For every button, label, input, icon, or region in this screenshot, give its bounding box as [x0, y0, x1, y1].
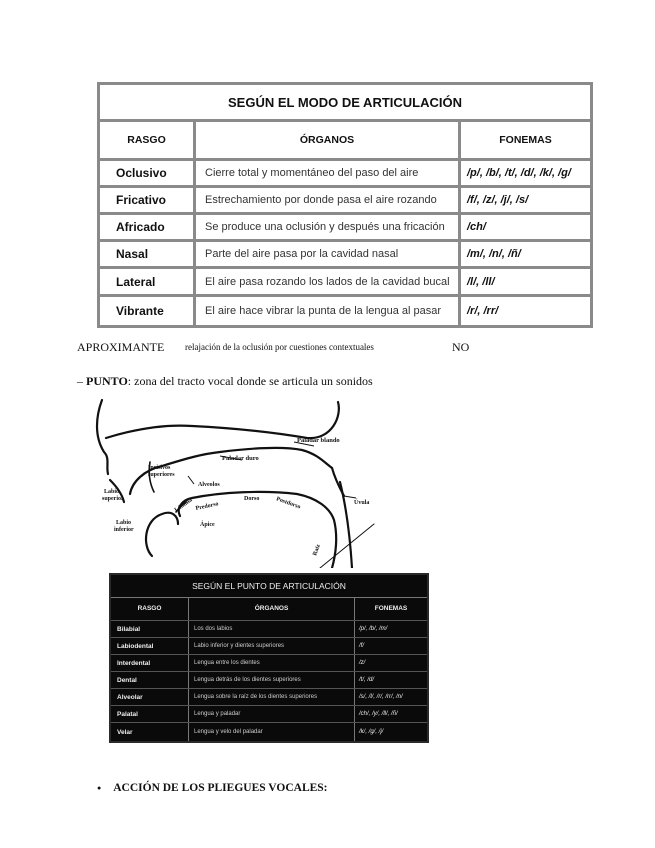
table-row: [100, 161, 590, 188]
bullet-text: ACCIÓN DE LOS PLIEGUES VOCALES:: [113, 782, 328, 794]
bullet-item: [97, 782, 328, 794]
label-labio-superior-2: superior: [102, 496, 124, 502]
table-row: [111, 621, 427, 638]
label-superiores: superiores: [148, 472, 175, 478]
table-row: [100, 269, 590, 297]
label-apice: Ápice: [200, 522, 215, 528]
table-row: [100, 297, 590, 325]
aproximante-label: APROXIMANTE: [77, 340, 165, 354]
label-labio-inferior-1: Labio: [116, 520, 132, 526]
rasgo-cell: Fricativo: [100, 188, 196, 212]
label-dorso: Dorso: [244, 496, 260, 502]
rasgo-cell: Velar: [111, 723, 189, 741]
label-postdorso: Postdorso: [275, 496, 302, 511]
table-row: [111, 689, 427, 706]
aproximante-description: relajación de la oclusión por cuestiones contextuales: [185, 342, 374, 352]
table-row: [100, 242, 590, 269]
organos-cell: Parte del aire pasa por la cavidad nasal: [196, 242, 461, 266]
table-row: [111, 723, 427, 741]
label-alveolos: Alveolos: [198, 482, 220, 488]
modo-table-header-row: [100, 122, 590, 161]
organos-cell: Se produce una oclusión y después una fricación: [196, 215, 461, 239]
table-row: [111, 672, 427, 689]
palate-outline: [106, 402, 339, 438]
header-rasgo: RASGO: [100, 122, 196, 158]
rasgo-cell: Lateral: [100, 269, 196, 294]
tongue: [179, 492, 336, 568]
lower-lip: [146, 513, 178, 556]
fonemas-cell: /r/, /rr/: [467, 305, 499, 317]
label-incisivos: Incisivos: [148, 465, 171, 471]
fonemas-cell: /k/, /g/, /j/: [359, 729, 384, 735]
punto-table-title: SEGÚN EL PUNTO DE ARTICULACIÓN: [111, 575, 427, 598]
fonemas-cell: /ch/, /y/, /ll/, /ñ/: [359, 711, 398, 717]
table-row: [100, 215, 590, 242]
punto-line: [77, 374, 373, 389]
table-row: [111, 706, 427, 723]
punto-label: PUNTO: [86, 374, 128, 388]
organos-cell: Lengua y velo del paladar: [189, 723, 355, 741]
fonemas-cell: /f/, /z/, /j/, /s/: [467, 194, 529, 206]
pharynx-wall: [340, 482, 352, 568]
header-organos: ÓRGANOS: [196, 122, 461, 158]
label-paladar-duro: Paladar duro: [222, 455, 259, 462]
punto-dash: –: [77, 374, 83, 388]
fonemas-cell: /p/, /b/, /t/, /d/, /k/, /g/: [467, 167, 571, 179]
organos-cell: Labio inferior y dientes superiores: [189, 638, 355, 654]
punto-articulacion-table: [109, 573, 429, 743]
organos-cell: Los dos labios: [189, 621, 355, 637]
table-row: [111, 655, 427, 672]
pointer-uvula: [344, 496, 356, 498]
fonemas-cell: /t/, /d/: [359, 677, 375, 683]
fonemas-cell: /ch/: [467, 221, 486, 233]
rasgo-cell: Labiodental: [111, 638, 189, 654]
organos-cell: Lengua entre los dientes: [189, 655, 355, 671]
fonemas-cell: /m/, /n/, /ñ/: [467, 248, 521, 260]
rasgo-cell: Oclusivo: [100, 161, 196, 185]
organos-cell: Lengua y paladar: [189, 706, 355, 722]
label-lamina: Lámina: [173, 497, 194, 514]
organos-cell: El aire hace vibrar la punta de la lengua al pasar: [196, 297, 461, 325]
organos-cell: El aire pasa rozando los lados de la cavidad bucal: [196, 269, 461, 294]
punto-text: : zona del tracto vocal donde se articula un sonidos: [127, 374, 373, 388]
fonemas-cell: /z/: [359, 660, 366, 666]
uvula: [332, 468, 344, 496]
vocal-tract-diagram: [92, 396, 382, 568]
label-labio-inferior-2: inferior: [114, 527, 134, 533]
label-raiz: Raíz: [312, 543, 322, 557]
rasgo-cell: Palatal: [111, 706, 189, 722]
organos-cell: Cierre total y momentáneo del paso del aire: [196, 161, 461, 185]
rasgo-cell: Dental: [111, 672, 189, 688]
fonemas-cell: /l/, /ll/: [467, 275, 495, 288]
epiglottis-line: [320, 524, 374, 568]
organos-cell: Lengua detrás de los dientes superiores: [189, 672, 355, 688]
table-row: [111, 638, 427, 655]
fonemas-cell: /p/, /b/, /m/: [359, 626, 388, 632]
label-uvula: Úvula: [354, 500, 370, 506]
pointer-alveolos: [188, 476, 194, 484]
fonemas-cell: /f/: [359, 643, 365, 649]
header-rasgo: RASGO: [111, 597, 189, 620]
modo-articulacion-table: [97, 82, 593, 328]
rasgo-cell: Nasal: [100, 242, 196, 266]
label-labio-superior-1: Labio: [104, 489, 120, 495]
rasgo-cell: Interdental: [111, 655, 189, 671]
punto-table-header-row: [111, 597, 427, 621]
table-row: [100, 188, 590, 215]
modo-table-title: SEGÚN EL MODO DE ARTICULACIÓN: [100, 85, 590, 122]
bullet-marker: ●: [97, 784, 102, 793]
header-organos: ÓRGANOS: [189, 597, 355, 620]
organos-cell: Estrechamiento por donde pasa el aire rozando: [196, 188, 461, 212]
fonemas-cell: /s/, /l/, /r/, /rr/, /n/: [359, 694, 403, 700]
header-fonemas: FONEMAS: [374, 605, 408, 612]
rasgo-cell: Africado: [100, 215, 196, 239]
rasgo-cell: Vibrante: [100, 297, 196, 325]
rasgo-cell: Bilabial: [111, 621, 189, 637]
organos-cell: Lengua sobre la raíz de los dientes superiores: [189, 689, 355, 705]
header-fonemas: FONEMAS: [499, 134, 552, 146]
rasgo-cell: Alveolar: [111, 689, 189, 705]
aproximante-value: NO: [452, 340, 470, 354]
label-predorso: Predorso: [195, 501, 220, 512]
label-paladar-blando: Paladar blando: [297, 437, 340, 444]
